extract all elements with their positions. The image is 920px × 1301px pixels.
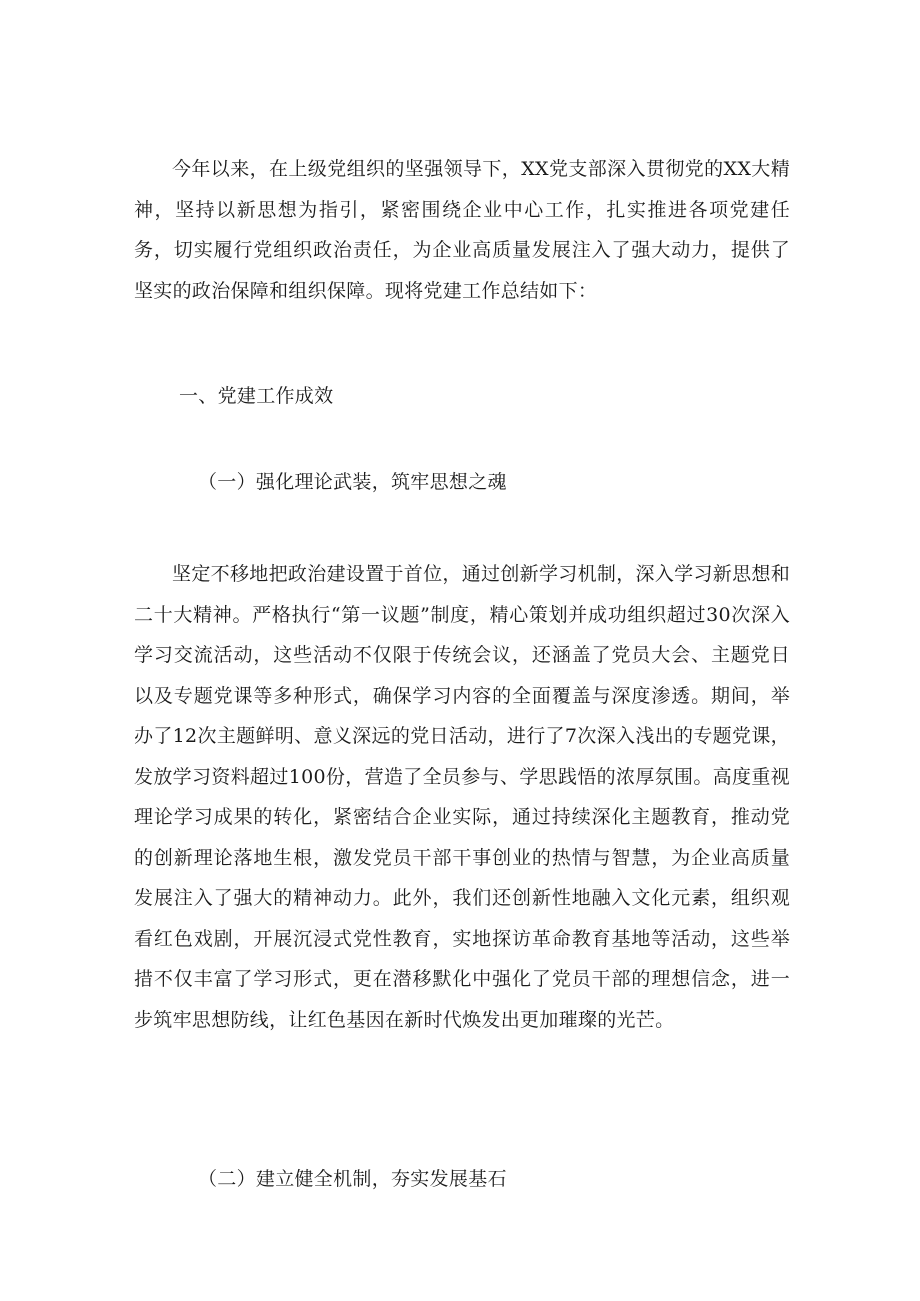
subsection-heading-theory: （一）强化理论武装，筑牢思想之魂 <box>198 471 507 493</box>
subsection-paragraph-theory: 坚定不移地把政治建设置于首位，通过创新学习机制，深入学习新思想和二十大精神。严格执行“第一议题”制度，精心策划并成功组织超过30次深入学习交流活动，这些活动不仅限于传统会议，还涵盖了党员大会、主题党日以及专题党课等多种形式，确保学习内容的全面覆盖与深度渗透。期间，举办了12次主题鲜明、意义深远的党日活动，进行了7次深入浅出的专题党课，发放学习资料超过100份，营造了全员参与、学思践悟的浓厚氛围。高度重视理论学习成果的转化，紧密结合企业实际，通过持续深化主题教育，推动党的创新理论落地生根，激发党员干部干事创业的热情与智慧，为企业高质量发展注入了强大的精神动力。此外，我们还创新性地融入文化元素，组织观看红色戏剧，开展沉浸式党性教育，实地探访革命教育基地等活动，这些举措不仅丰富了学习形式，更在潜移默化中强化了党员干部的理想信念，进一步筑牢思想防线，让红色基因在新时代焕发出更加璀璨的光芒。 <box>134 563 790 1031</box>
subsection-heading-mechanism: （二）建立健全机制，夯实发展基石 <box>198 1168 507 1190</box>
section-heading-achievements: 一、党建工作成效 <box>179 385 334 407</box>
intro-paragraph: 今年以来，在上级党组织的坚强领导下，XX党支部深入贯彻党的XX大精神，坚持以新思想为指引，紧密围绕企业中心工作，扎实推进各项党建任务，切实履行党组织政治责任，为企业高质量发展注入了强大动力，提供了坚实的政治保障和组织保障。现将党建工作总结如下： <box>134 158 790 302</box>
